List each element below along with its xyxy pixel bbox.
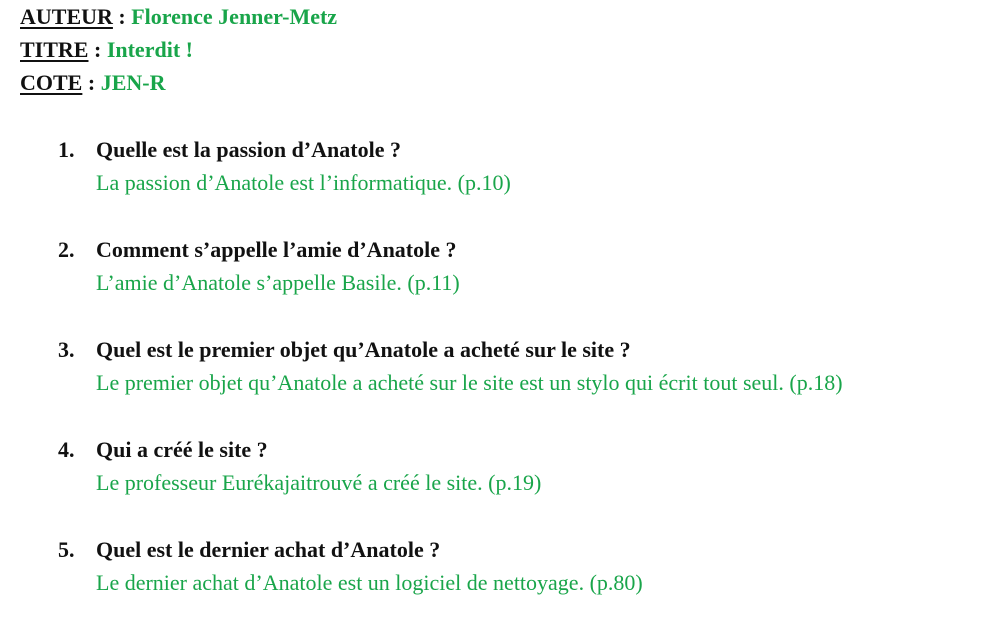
question-item-4 — [58, 433, 843, 533]
answer-text: L’amie d’Anatole s’appelle Basile. (p.11) — [96, 270, 460, 295]
question-item-3 — [58, 333, 843, 433]
answer-text: La passion d’Anatole est l’informatique. (p.10) — [96, 170, 511, 195]
question-text — [58, 433, 843, 466]
code-row — [20, 68, 337, 101]
question-number: 4. — [58, 437, 75, 462]
question-text — [58, 333, 843, 366]
book-metadata — [20, 2, 337, 101]
author-separator: : — [112, 4, 132, 29]
question-label: Quel est le premier objet qu’Anatole a acheté sur le site ? — [96, 337, 631, 362]
question-item-5 — [58, 533, 843, 633]
author-value: Florence Jenner-Metz — [131, 4, 338, 29]
question-number: 5. — [58, 537, 75, 562]
question-number: 2. — [58, 237, 75, 262]
question-text — [58, 533, 843, 566]
question-item-2 — [58, 233, 843, 333]
question-list — [58, 133, 843, 633]
question-text — [58, 233, 843, 266]
question-number: 1. — [58, 137, 75, 162]
question-label: Comment s’appelle l’amie d’Anatole ? — [96, 237, 457, 262]
code-value: JEN-R — [100, 70, 166, 95]
code-label: COTE — [20, 70, 83, 95]
question-label: Quel est le dernier achat d’Anatole ? — [96, 537, 441, 562]
author-row — [20, 2, 337, 35]
answer-text: Le dernier achat d’Anatole est un logiciel de nettoyage. (p.80) — [96, 570, 643, 595]
question-number: 3. — [58, 337, 75, 362]
answer-text: Le premier objet qu’Anatole a acheté sur le site est un stylo qui écrit tout seul. (p.18) — [96, 370, 843, 395]
answer-text: Le professeur Eurékajaitrouvé a créé le site. (p.19) — [96, 470, 542, 495]
title-value: Interdit ! — [106, 37, 193, 62]
question-item-1 — [58, 133, 843, 233]
author-label: AUTEUR — [20, 4, 113, 29]
question-text — [58, 133, 843, 166]
code-separator: : — [82, 70, 101, 95]
title-separator: : — [88, 37, 107, 62]
question-label: Quelle est la passion d’Anatole ? — [96, 137, 401, 162]
title-row — [20, 35, 337, 68]
question-label: Qui a créé le site ? — [96, 437, 268, 462]
title-label: TITRE — [20, 37, 89, 62]
